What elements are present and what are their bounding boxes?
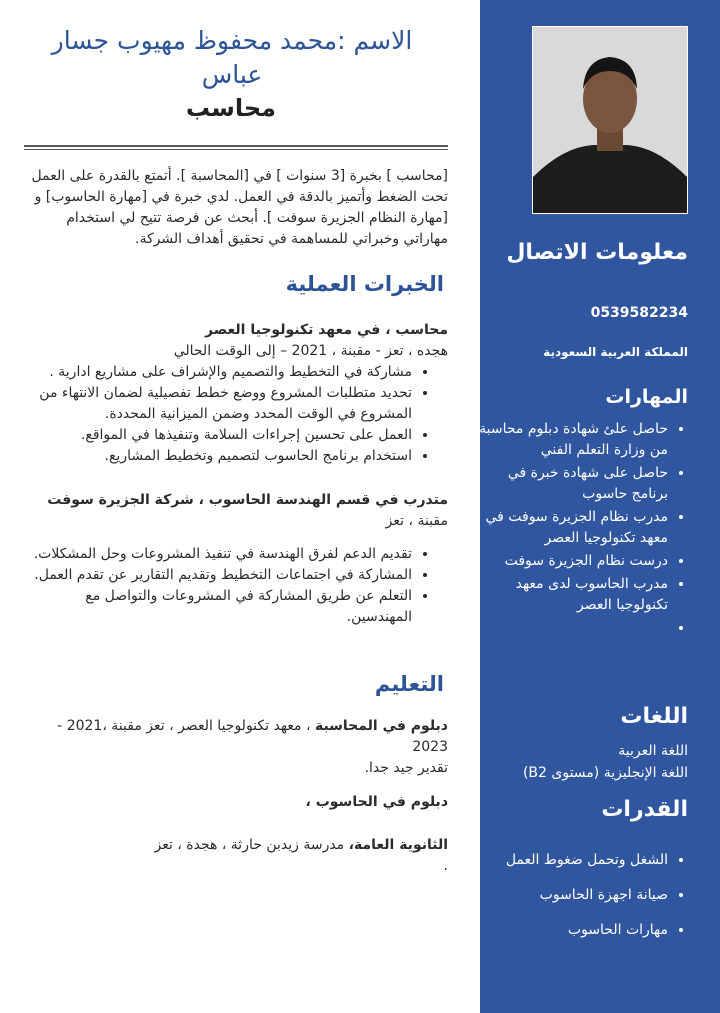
job-duties-list — [22, 362, 448, 467]
job-duty: • العمل على تحسين إجراءات السلامة وتنفيذها في المواقع. — [22, 425, 412, 446]
language-item: اللغة العربية — [618, 743, 688, 759]
skill-item: • مدرب نظام الجزيرة سوفت في معهد تكنولوجيا العصر — [478, 507, 668, 549]
job-entry-meta: هجده ، تعز - مقبنة ، 2021 – إلى الوقت الحالي — [173, 343, 448, 359]
skills-list — [478, 419, 686, 641]
skill-item: • حاصل علئ شهادة دبلوم محاسبة من وزارة التعلم الفني — [478, 419, 668, 461]
job-duty: • التعلم عن طريق المشاركة في المشروعات والتواصل مع المهندسين. — [22, 586, 412, 628]
experience-heading: الخبرات العملية — [285, 272, 444, 296]
education-heading: التعليم — [374, 672, 444, 696]
abilities-list — [478, 850, 686, 955]
job-duty: • المشاركة في اجتماعات التخطيط وتقديم التقارير عن تقدم العمل. — [22, 565, 412, 586]
contact-heading: معلومات الاتصال — [506, 240, 688, 265]
applicant-name: الاسم :محمد محفوظ مهيوب جسار عباس — [51, 26, 413, 89]
profile-summary: [محاسب ] بخبرة [3 سنوات ] في [المحاسبة ]. أتمتع بالقدرة على العمل تحت الضغط وأتميز بالدقة في العمل. لدي خبرة في [مهارة الحاسوب] و [مهارة النظام الجزيرة سوفت ]. أبحث عن فرصة تتيح لي استخدام مهاراتي وخبراتي للمساهمة في تحقيق أهداف الشركة. — [31, 168, 448, 247]
skills-heading: المهارات — [605, 386, 688, 408]
skill-item — [478, 618, 668, 639]
education-degree: دبلوم في الحاسوب ، — [305, 794, 448, 810]
abilities-heading: القدرات — [601, 797, 688, 822]
job-entry-meta: مقبنة ، تعز — [385, 513, 448, 529]
ability-item: • الشغل وتحمل ضغوط العمل — [478, 850, 668, 871]
phone-number: 0539582234 — [590, 305, 688, 321]
divider — [24, 149, 448, 150]
education-degree: دبلوم في المحاسبة — [314, 718, 448, 734]
divider — [24, 145, 448, 147]
job-entry — [22, 320, 448, 467]
job-duty: • تقديم الدعم لفرق الهندسة في تنفيذ المشروعات وحل المشكلات. — [22, 544, 412, 565]
education-entry — [22, 792, 448, 813]
education-details: مدرسة زيدبن حارثة ، هجدة ، تعز — [154, 837, 349, 853]
education-entry — [22, 835, 448, 877]
job-title: محاسب — [185, 94, 276, 122]
education-note: تقدير جيد جدا. — [364, 760, 448, 776]
job-entry-title: محاسب ، في معهد تكنولوجيا العصر — [205, 322, 448, 338]
job-duties-list — [22, 544, 448, 628]
job-duty: • تحديد متطلبات المشروع ووضع خطط تفصيلية لضمان الانتهاء من المشروع في الوقت المحدد وضمن الميزانية المحددة. — [22, 383, 412, 425]
languages-heading: اللغات — [620, 704, 688, 729]
sidebar — [480, 0, 720, 1013]
job-duty: • مشاركة في التخطيط والتصميم والإشراف على مشاريع ادارية . — [22, 362, 412, 383]
ability-item: • مهارات الحاسوب — [478, 920, 668, 941]
skill-item: • درست نظام الجزيرة سوفت — [478, 551, 668, 572]
education-entry — [22, 716, 448, 779]
skill-item: • مدرب الحاسوب لدى معهد تكنولوجيا العصر — [478, 574, 668, 616]
education-details: ، معهد تكنولوجيا العصر ، تعز مقبنة ،2021 - 2023 — [57, 718, 448, 755]
profile-photo — [532, 26, 688, 214]
country: المملكة العربية السعودية — [543, 345, 688, 359]
job-duty: • استخدام برنامج الحاسوب لتصميم وتخطيط المشاريع. — [22, 446, 412, 467]
skill-item: • حاصل على شهادة خبرة في برنامج حاسوب — [478, 463, 668, 505]
job-entry-title: متدرب في قسم الهندسة الحاسوب ، شركة الجزيرة سوفت — [47, 492, 448, 508]
education-degree: الثانوية العامة، — [348, 837, 448, 853]
education-note: . — [443, 858, 448, 874]
ability-item: • صيانة اجهزة الحاسوب — [478, 885, 668, 906]
job-entry — [22, 490, 448, 628]
language-item: اللغة الإنجليزية (مستوى B2) — [522, 765, 688, 781]
person-photo-icon — [533, 27, 687, 213]
main-content — [22, 0, 448, 1013]
